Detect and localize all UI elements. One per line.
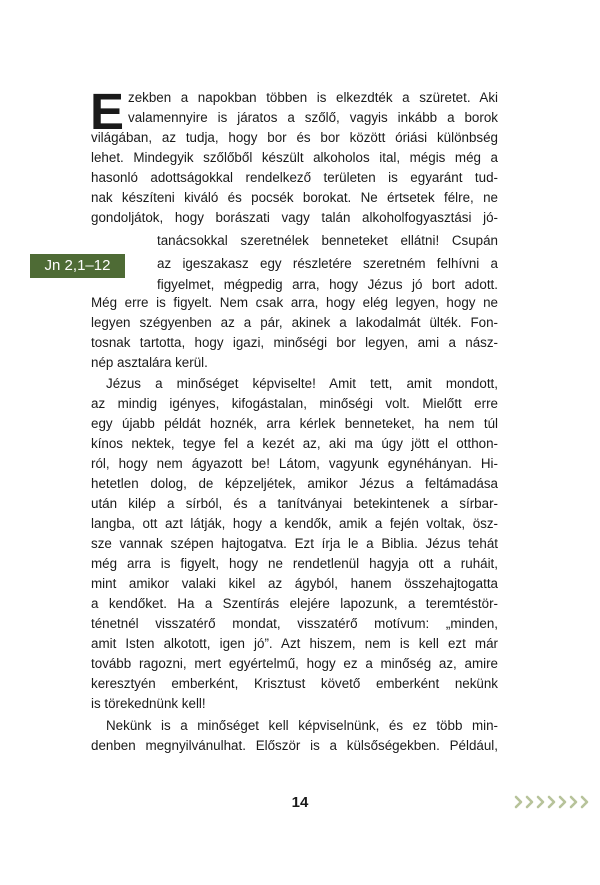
text-line: nép asztalára kerül. xyxy=(91,355,208,370)
text-line: a kendőket. Ha a Szentírás elejére lapozunk, a teremtéstör- xyxy=(91,596,498,611)
text-line: kínos nektek, tegye fel a kezét az, aki ma úgy jött el otthon- xyxy=(91,436,498,451)
text-line: figyelmet, mégpedig arra, hogy Jézus jó bort adott. xyxy=(157,277,498,292)
text-line: tosnak tartotta, hogy igazi, minőségi bor legyen, ami a nász- xyxy=(91,335,498,350)
text-line: Jézus a minőséget képviselte! Amit tett, amit mondott, xyxy=(106,376,498,391)
scripture-reference-badge: Jn 2,1–12 xyxy=(30,254,125,278)
text-line: legyen szégyenben az a pár, akinek a lakodalmát ülték. Fon- xyxy=(91,315,498,330)
text-line: zekben a napokban többen is elkezdték a szüretet. Aki xyxy=(128,90,498,105)
text-line: mint amikor valaki kikel az ágyból, hanem összehajtogatta xyxy=(91,576,498,591)
drop-cap: E xyxy=(90,83,125,140)
text-line: is törekednünk kell! xyxy=(91,696,206,711)
text-line: tovább ragozni, mert egyértelmű, hogy ez a minőség az, amire xyxy=(91,656,498,671)
text-line: az mindig igényes, kifogástalan, minőségi volt. Mielőtt erre xyxy=(91,396,498,411)
text-line: denben megnyilvánulhat. Először is a külsőségekben. Például, xyxy=(91,738,498,753)
text-line: keresztyén emberként, Krisztust követő emberként nekünk xyxy=(91,676,498,691)
text-line: sze vannak szépen hajtogatva. Ezt írja le a Biblia. Jézus tehát xyxy=(91,536,498,551)
text-line: gondoljátok, hogy borászati vagy talán alkoholfogyasztási jó- xyxy=(91,210,498,225)
text-line: hetetlen dolog, de képzeljétek, amikor Jézus a feltámadása xyxy=(91,476,498,491)
text-line: Nekünk is a minőséget kell képviselnünk, és ez több min- xyxy=(106,718,498,733)
text-line: még arra is figyelt, hogy ne rendetlenül hagyja ott a ruháit, xyxy=(91,556,498,571)
text-line: az igeszakasz egy részletére szeretném felhívni a xyxy=(157,256,498,271)
text-line: langba, ott azt látják, hogy a kendők, amik a fején voltak, ösz- xyxy=(91,516,498,531)
text-line: valamennyire is járatos a szőlő, vagyis inkább a borok xyxy=(128,110,498,125)
text-line: tanácsokkal szeretnélek benneteket ellátni! Csupán xyxy=(157,233,498,248)
text-line: világában, az tudja, hogy bor és bor között óriási különbség xyxy=(91,130,498,145)
page-number: 14 xyxy=(291,794,309,811)
chevron-row-icon xyxy=(514,795,594,809)
text-line: ténetnél visszatérő mondat, visszatérő motívum: „minden, xyxy=(91,616,498,631)
text-line: egy újabb példát hoznék, arra kérlek benneteket, ha nem túl xyxy=(91,416,498,431)
text-line: ról, hogy nem ágyazott be! Látom, vagyunk egynéhányan. Hi- xyxy=(91,456,498,471)
text-line: hasonló adottságokkal rendelkező területen is egyaránt tud- xyxy=(91,170,498,185)
text-line: lehet. Mindegyik szőlőből készült alkoholos ital, mégis még a xyxy=(91,150,498,165)
text-line: amit Isten alkotott, igen jó”. Azt hiszem, nem is kell ezt már xyxy=(91,636,498,651)
text-line: nak készíteni kiváló és pocsék borokat. Ne értsetek félre, ne xyxy=(91,190,498,205)
text-line: után kilép a sírból, és a tanítványai betekintenek a sírbar- xyxy=(91,496,498,511)
text-line: Még erre is figyelt. Nem csak arra, hogy elég legyen, hogy ne xyxy=(91,295,498,310)
